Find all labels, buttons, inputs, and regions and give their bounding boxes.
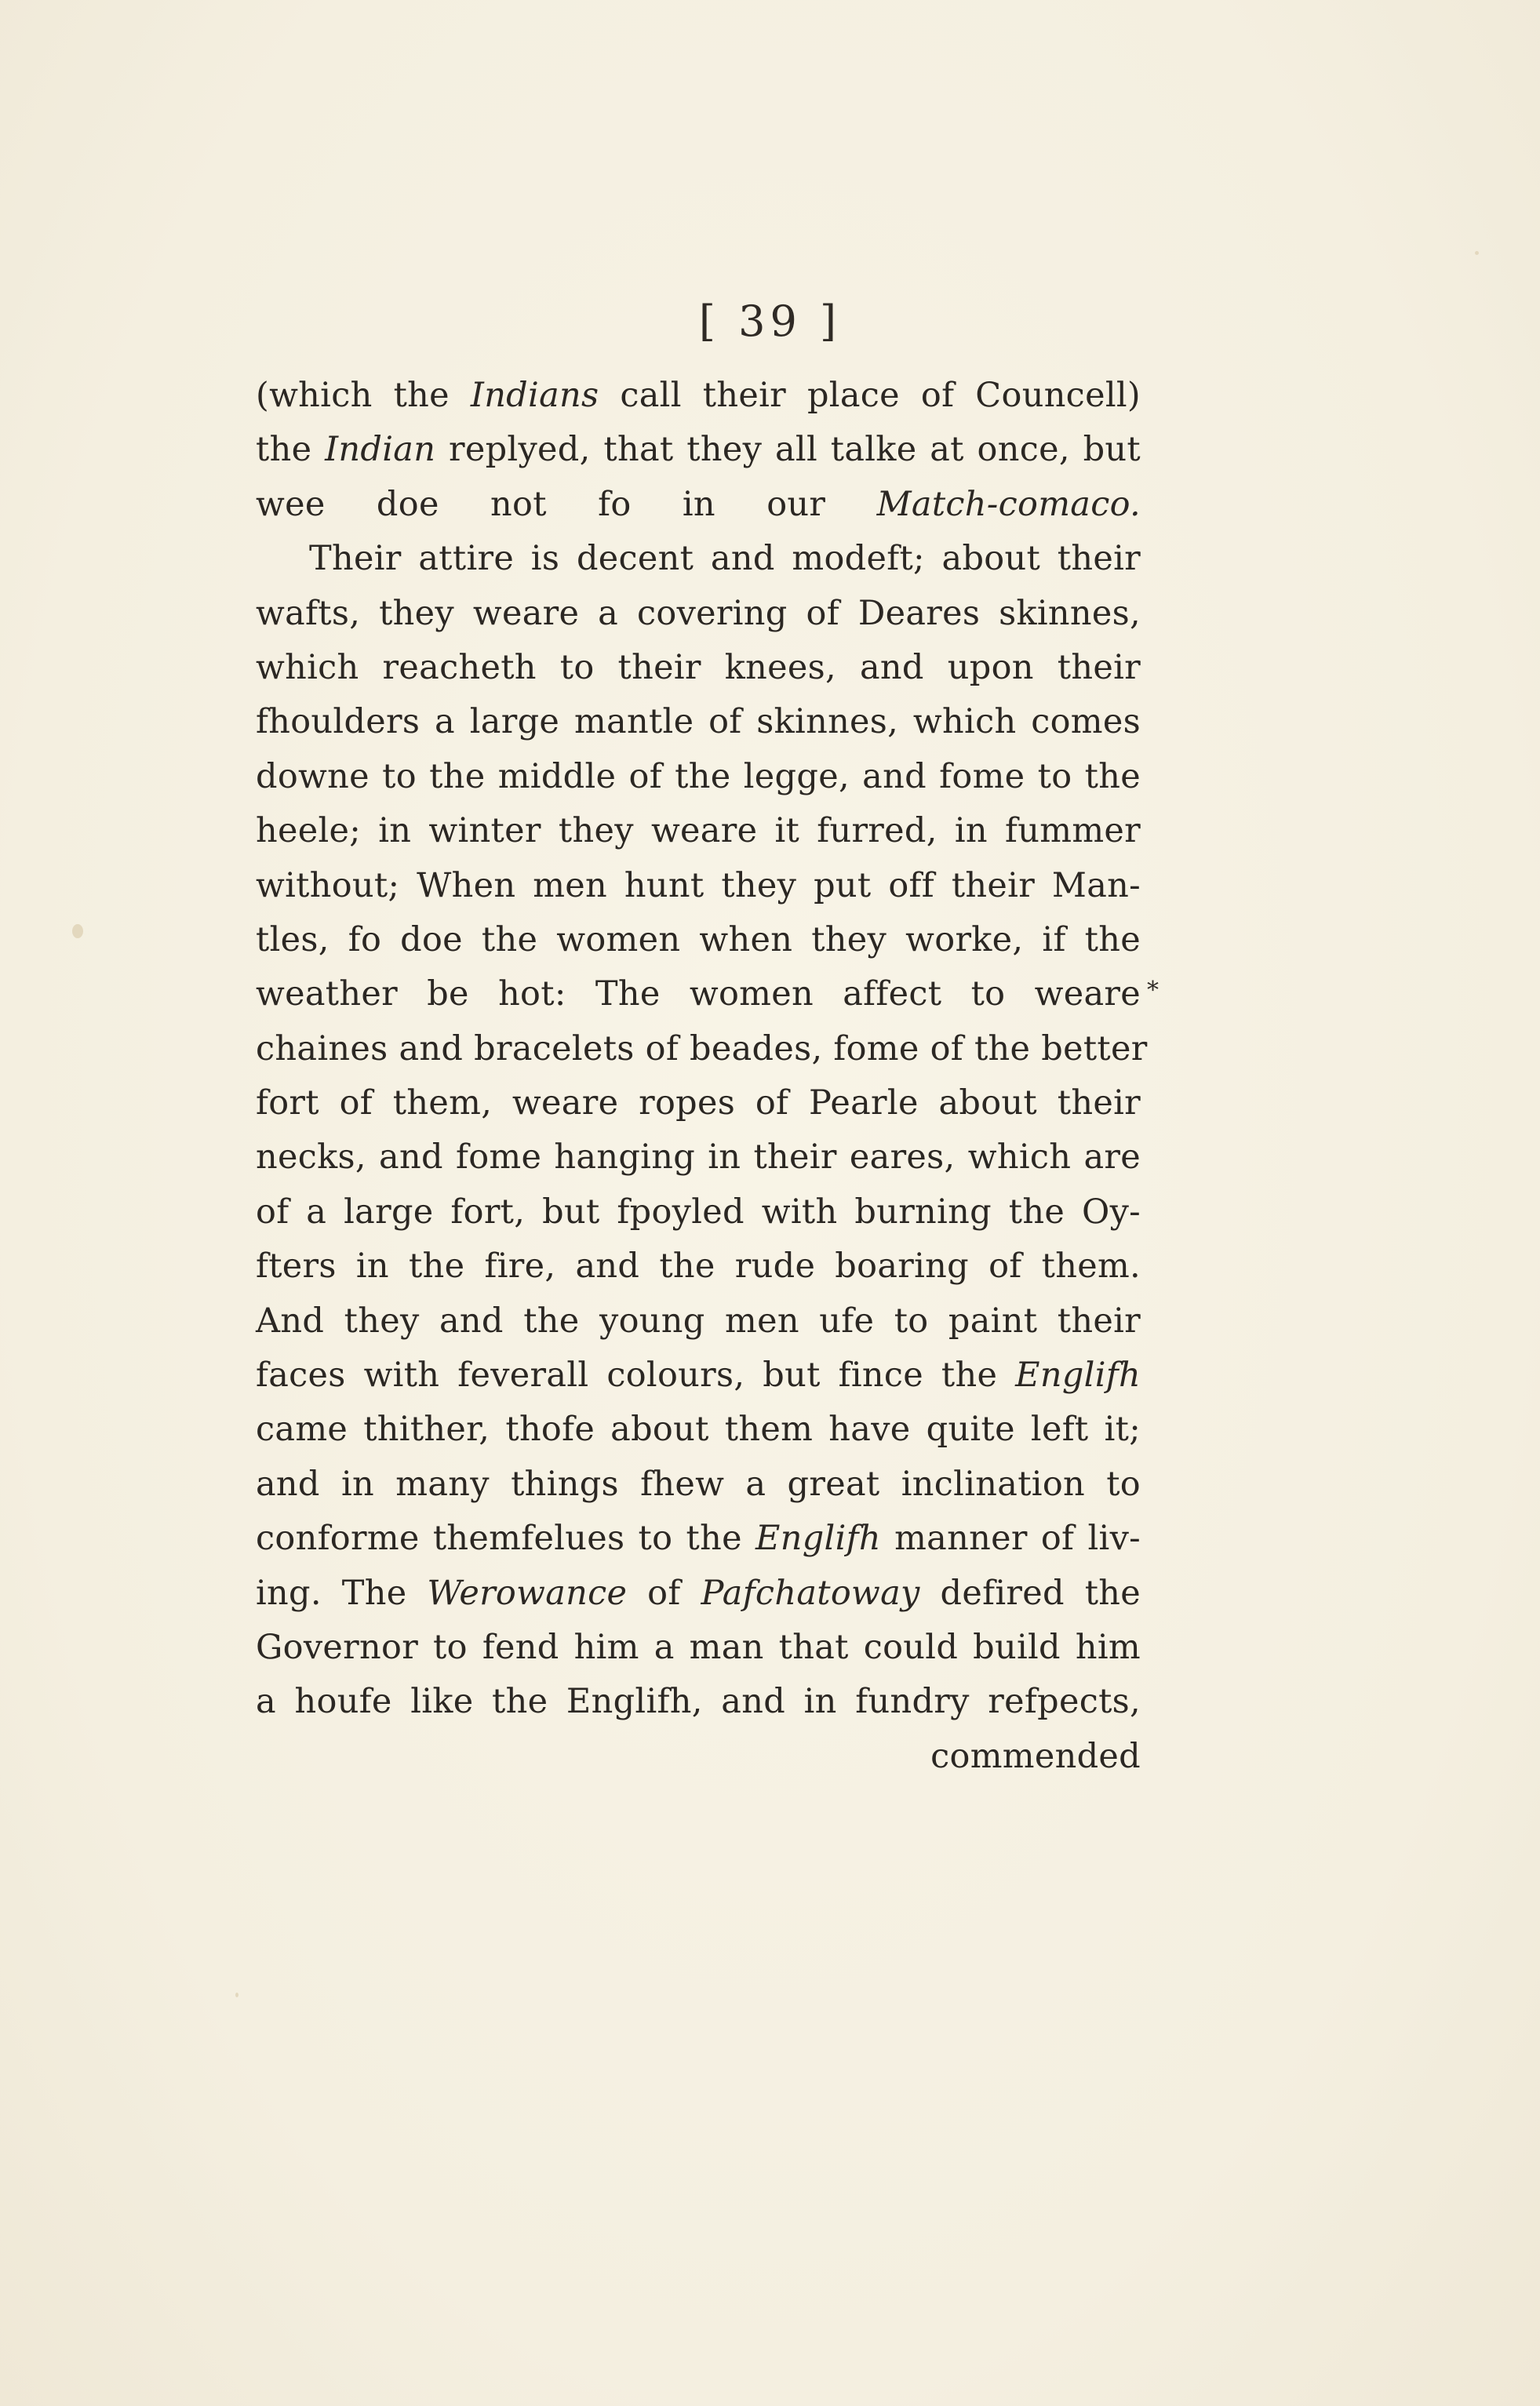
- italic-text: Indians: [470, 376, 599, 415]
- italic-text: Pafchatoway: [701, 1573, 920, 1613]
- text-run: which reacheth to their knees, and upon their: [256, 647, 1141, 687]
- text-run: call their place of Councell): [599, 376, 1141, 415]
- text-run: Their attire is decent and modeft; about their: [309, 539, 1141, 579]
- paper-speck: [72, 924, 83, 938]
- text-line: [256, 1730, 1141, 1784]
- text-line: [256, 1512, 1141, 1566]
- text-run: and in many things fhew a great inclination to: [256, 1464, 1141, 1504]
- text-run: wafts, they weare a covering of Deares skinnes,: [256, 593, 1141, 633]
- text-line: [256, 1076, 1141, 1130]
- text-line: [256, 587, 1141, 641]
- text-run: tles, fo doe the women when they worke, if the: [256, 919, 1141, 959]
- text-run: fhoulders a large mantle of skinnes, which comes: [256, 702, 1141, 742]
- margin-asterisk: *: [1147, 977, 1159, 1004]
- text-run: ing. The: [256, 1573, 428, 1613]
- paper-speck: [1475, 251, 1479, 255]
- text-line: [256, 750, 1141, 804]
- text-run: without; When men hunt they put off their Man-: [256, 865, 1141, 905]
- text-run: weather be hot: The women affect to weare: [256, 974, 1141, 1014]
- text-line: [256, 1349, 1141, 1403]
- text-line: [256, 1239, 1141, 1294]
- text-run: of: [627, 1573, 701, 1613]
- text-run: commended: [930, 1736, 1141, 1776]
- text-run: manner of liv-: [880, 1519, 1141, 1559]
- text-line: [256, 695, 1141, 749]
- text-run: a houfe like the Englifh, and in fundry refpects,: [256, 1682, 1141, 1722]
- text-run: replyed, that they all talke at once, but: [435, 430, 1141, 470]
- text-run: Governor to fend him a man that could build him: [256, 1627, 1141, 1667]
- text-run: came thither, thofe about them have quite left it;: [256, 1410, 1141, 1450]
- text-line: [256, 913, 1141, 967]
- text-run: And they and the young men ufe to paint their: [256, 1301, 1141, 1341]
- text-line: [256, 1675, 1141, 1729]
- text-run: wee doe not fo in our: [256, 484, 877, 524]
- italic-text: Match-comaco.: [876, 484, 1141, 524]
- italic-text: Indian: [325, 430, 436, 470]
- text-run: (which the: [256, 376, 471, 415]
- text-line: [256, 641, 1141, 695]
- text-line: [256, 1022, 1148, 1076]
- italic-text: Englifh: [755, 1519, 881, 1559]
- text-line: [256, 423, 1141, 477]
- text-line: [256, 1130, 1141, 1185]
- text-run: faces with feverall colours, but fince the: [256, 1356, 1016, 1396]
- text-run: chaines and bracelets of beades, fome of the better: [256, 1028, 1148, 1068]
- text-run: fters in the fire, and the rude boaring of them.: [256, 1247, 1141, 1287]
- text-line: [256, 967, 1141, 1021]
- italic-text: Englifh: [1015, 1356, 1141, 1396]
- text-line: [256, 1185, 1141, 1239]
- text-run: necks, and fome hanging in their eares, which are: [256, 1137, 1141, 1178]
- text-line: [256, 1294, 1141, 1349]
- text-line: [256, 1458, 1141, 1512]
- text-line: [256, 1567, 1141, 1621]
- text-line: [256, 478, 1141, 532]
- body-text: [256, 369, 1148, 1784]
- text-line: [256, 1403, 1141, 1457]
- text-run: conforme themfelues to the: [256, 1519, 756, 1559]
- text-run: of a large fort, but fpoyled with burning the Oy-: [256, 1192, 1141, 1232]
- text-line: [256, 804, 1141, 858]
- page-number: [ 39 ]: [698, 297, 842, 346]
- text-run: fort of them, weare ropes of Pearle about their: [256, 1083, 1141, 1123]
- text-run: the: [256, 430, 326, 470]
- italic-text: Werowance: [427, 1573, 628, 1613]
- text-run: downe to the middle of the legge, and fome to the: [256, 756, 1141, 796]
- text-line: [256, 859, 1141, 913]
- text-line: [256, 369, 1141, 423]
- paper-speck: [235, 1993, 238, 1997]
- text-line: [256, 532, 1141, 586]
- text-line: [256, 1621, 1141, 1675]
- text-run: heele; in winter they weare it furred, in fummer: [256, 811, 1141, 851]
- text-run: defired the: [919, 1573, 1141, 1613]
